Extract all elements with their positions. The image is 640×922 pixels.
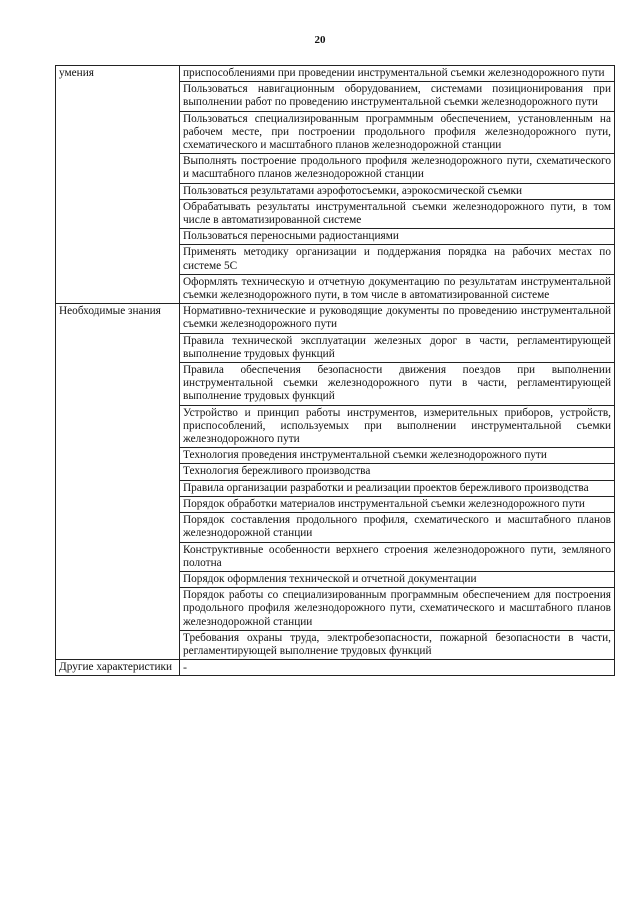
knowledge-item: Технология проведения инструментальной съемки железнодорожного пути — [180, 448, 615, 464]
table-row — [56, 304, 615, 333]
skill-item: Пользоваться результатами аэрофотосъемки, аэрокосмической съемки — [180, 183, 615, 199]
knowledge-item: Технология бережливого производства — [180, 464, 615, 480]
skill-item: Пользоваться навигационным оборудованием, системами позиционирования при выполнении работ по проведению инструментальной съемки железнодорожного пути — [180, 82, 615, 111]
skill-item: Обрабатывать результаты инструментальной съемки железнодорожного пути, в том числе в автоматизированной системе — [180, 199, 615, 228]
skill-item: Применять методику организации и поддержания порядка на рабочих местах по системе 5С — [180, 245, 615, 274]
row-label-skills: умения — [56, 66, 180, 304]
skill-item: Выполнять построение продольного профиля железнодорожного пути, схематического и масштабного планов железнодорожной станции — [180, 154, 615, 183]
page-number: 20 — [314, 34, 326, 46]
knowledge-item: Порядок обработки материалов инструментальной съемки железнодорожного пути — [180, 496, 615, 512]
table-row — [56, 66, 615, 82]
skill-item: Оформлять техническую и отчетную документацию по результатам инструментальной съемки железнодорожного пути, в том числе в автоматизированной системе — [180, 274, 615, 303]
knowledge-item: Правила технической эксплуатации железных дорог в части, регламентирующей выполнение трудовых функций — [180, 333, 615, 362]
skill-item: Пользоваться переносными радиостанциями — [180, 229, 615, 245]
knowledge-item: Требования охраны труда, электробезопасности, пожарной безопасности в части, регламентирующей выполнение трудовых функций — [180, 630, 615, 659]
table-row — [56, 660, 615, 676]
knowledge-item: Конструктивные особенности верхнего строения железнодорожного пути, земляного полотна — [180, 542, 615, 571]
skill-item: Пользоваться специализированным программным обеспечением, установленным на рабочем месте, при построении продольного профиля железнодорожного пути, схематического и масштабного планов железнодорожной станции — [180, 111, 615, 154]
row-label-other: Другие характеристики — [56, 660, 180, 676]
row-label-knowledge: Необходимые знания — [56, 304, 180, 660]
other-item: - — [180, 660, 615, 676]
knowledge-item: Порядок оформления технической и отчетной документации — [180, 571, 615, 587]
knowledge-item: Нормативно-технические и руководящие документы по проведению инструментальной съемки железнодорожного пути — [180, 304, 615, 333]
knowledge-item: Устройство и принцип работы инструментов, измерительных приборов, устройств, приспособлений, используемых при выполнении инструментальной съемки железнодорожного пути — [180, 405, 615, 448]
knowledge-item: Правила обеспечения безопасности движения поездов при выполнении инструментальной съемки железнодорожного пути в части, регламентирующей выполнение трудовых функций — [180, 363, 615, 406]
knowledge-item: Правила организации разработки и реализации проектов бережливого производства — [180, 480, 615, 496]
knowledge-item: Порядок составления продольного профиля, схематического и масштабного планов железнодорожной станции — [180, 513, 615, 542]
skill-item: приспособлениями при проведении инструментальной съемки железнодорожного пути — [180, 66, 615, 82]
requirements-table — [55, 65, 615, 676]
knowledge-item: Порядок работы со специализированным программным обеспечением для построения продольного профиля железнодорожного пути, схематического и масштабного планов железнодорожной станции — [180, 588, 615, 631]
